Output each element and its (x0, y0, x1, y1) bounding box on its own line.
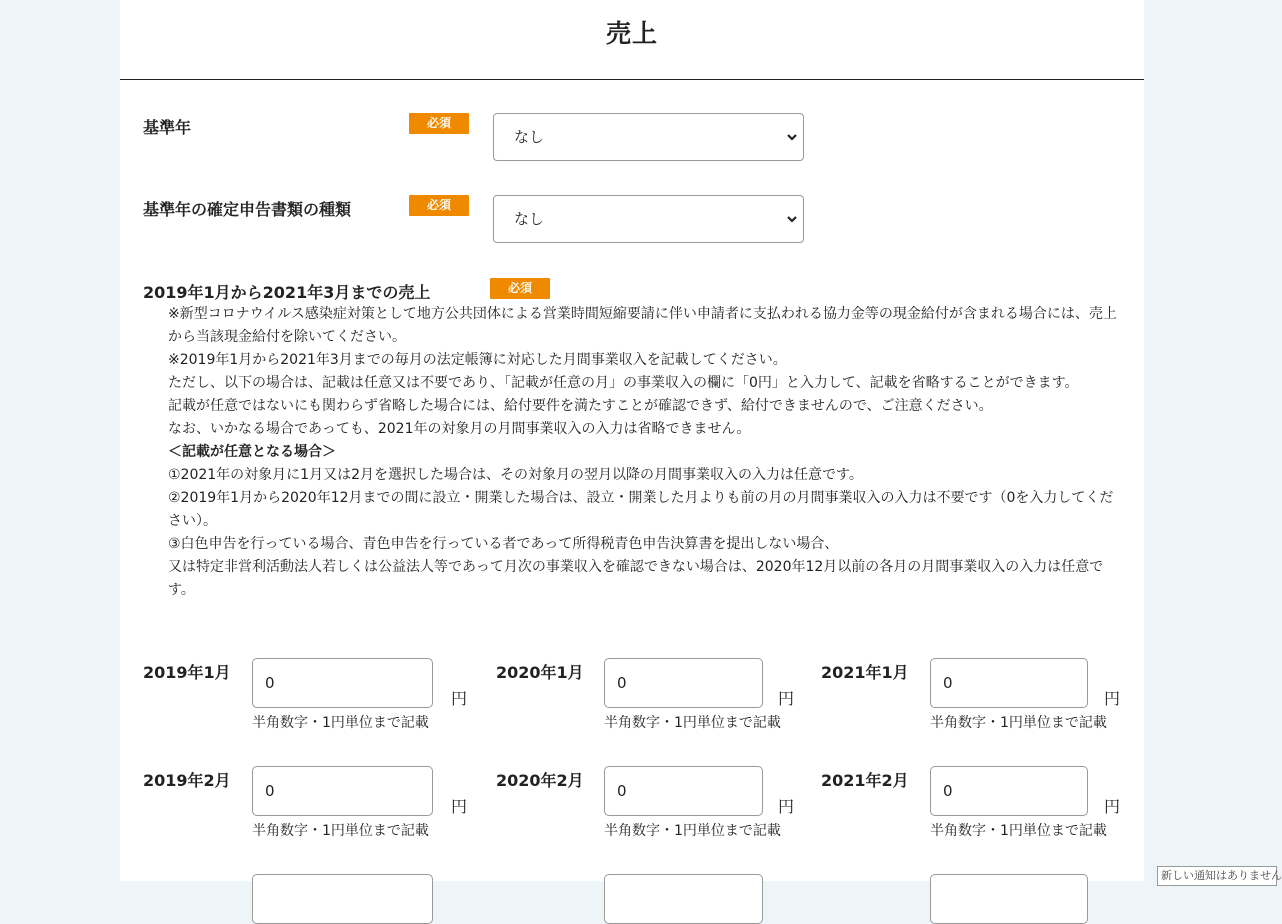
chevron-down-icon (785, 130, 799, 144)
required-badge: 必須 (490, 278, 550, 299)
input-hint: 半角数字・1円単位まで記載 (252, 715, 429, 731)
form-panel (120, 0, 1144, 881)
input-hint: 半角数字・1円単位まで記載 (930, 823, 1107, 839)
amount-input-2019-01[interactable]: 0 (252, 658, 433, 708)
amount-input-2020-03[interactable] (604, 874, 763, 924)
amount-input-2021-02[interactable]: 0 (930, 766, 1088, 816)
note-line: ①2021年の対象月に1月又は2月を選択した場合は、その対象月の翌月以降の月間事業収入の入力は任意です。 (168, 467, 863, 483)
page-title: 売上 (605, 19, 658, 48)
note-line: ※新型コロナウイルス感染症対策として地方公共団体による営業時間短縮要請に伴い申請者に支払われる協力金等の現金給付が含まれる場合には、売上から当該現金給付を除いてください。 (168, 306, 1117, 345)
input-hint: 半角数字・1円単位まで記載 (930, 715, 1107, 731)
yen-unit: 円 (1104, 797, 1121, 816)
chevron-down-icon (785, 212, 799, 226)
input-hint: 半角数字・1円単位まで記載 (604, 823, 781, 839)
note-line: ただし、以下の場合は、記載は任意又は不要であり、「記載が任意の月」の事業収入の欄に「0円」と入力して、記載を省略することができます。 (168, 375, 1079, 391)
yen-unit: 円 (1104, 689, 1121, 708)
notification-toast[interactable]: 新しい通知はありません (1157, 866, 1277, 886)
yen-unit: 円 (778, 797, 795, 816)
amount-input-2020-01[interactable]: 0 (604, 658, 763, 708)
amount-input-2021-01[interactable]: 0 (930, 658, 1088, 708)
title-divider (120, 79, 1144, 80)
month-label-2021-01: 2021年1月 (821, 663, 909, 682)
month-label-2021-02: 2021年2月 (821, 771, 909, 790)
note-line: 又は特定非営利活動法人若しくは公益法人等であって月次の事業収入を確認できない場合は、2020年12月以前の各月の月間事業収入の入力は任意です。 (168, 559, 1104, 598)
required-badge: 必須 (409, 195, 469, 216)
base-year-select-value: なし (514, 128, 545, 146)
base-year-select[interactable] (493, 113, 804, 161)
month-label-2020-01: 2020年1月 (496, 663, 584, 682)
yen-unit: 円 (451, 689, 468, 708)
input-hint: 半角数字・1円単位まで記載 (604, 715, 781, 731)
month-label-2019-01: 2019年1月 (143, 663, 231, 682)
input-hint: 半角数字・1円単位まで記載 (252, 823, 429, 839)
month-label-2020-02: 2020年2月 (496, 771, 584, 790)
note-line: ※2019年1月から2021年3月までの毎月の法定帳簿に対応した月間事業収入を記載してください。 (168, 352, 787, 368)
month-label-2019-02: 2019年2月 (143, 771, 231, 790)
required-badge: 必須 (409, 113, 469, 134)
yen-unit: 円 (451, 797, 468, 816)
amount-input-2019-02[interactable]: 0 (252, 766, 433, 816)
note-line: 記載が任意ではないにも関わらず省略した場合には、給付要件を満たすことが確認できず、給付できませんので、ご注意ください。 (168, 398, 993, 414)
amount-input-2021-03[interactable] (930, 874, 1088, 924)
note-line: なお、いかなる場合であっても、2021年の対象月の月間事業収入の入力は省略できません。 (168, 421, 751, 437)
note-line: ②2019年1月から2020年12月までの間に設立・開業した場合は、設立・開業した月よりも前の月の月間事業収入の入力は不要です（0を入力してください）。 (168, 490, 1114, 529)
base-year-label: 基準年 (143, 118, 192, 137)
amount-input-2020-02[interactable]: 0 (604, 766, 763, 816)
note-line: ③白色申告を行っている場合、青色申告を行っている者であって所得税青色申告決算書を提出しない場合、 (168, 536, 839, 552)
sales-notes (168, 303, 1118, 602)
sales-period-label: 2019年1月から2021年3月までの売上 (143, 283, 431, 302)
base-year-doc-select[interactable] (493, 195, 804, 243)
note-heading: ＜記載が任意となる場合＞ (168, 444, 336, 460)
amount-input-2019-03[interactable] (252, 874, 433, 924)
yen-unit: 円 (778, 689, 795, 708)
base-year-doc-select-value: なし (514, 210, 545, 228)
base-year-doc-label: 基準年の確定申告書類の種類 (143, 200, 352, 219)
